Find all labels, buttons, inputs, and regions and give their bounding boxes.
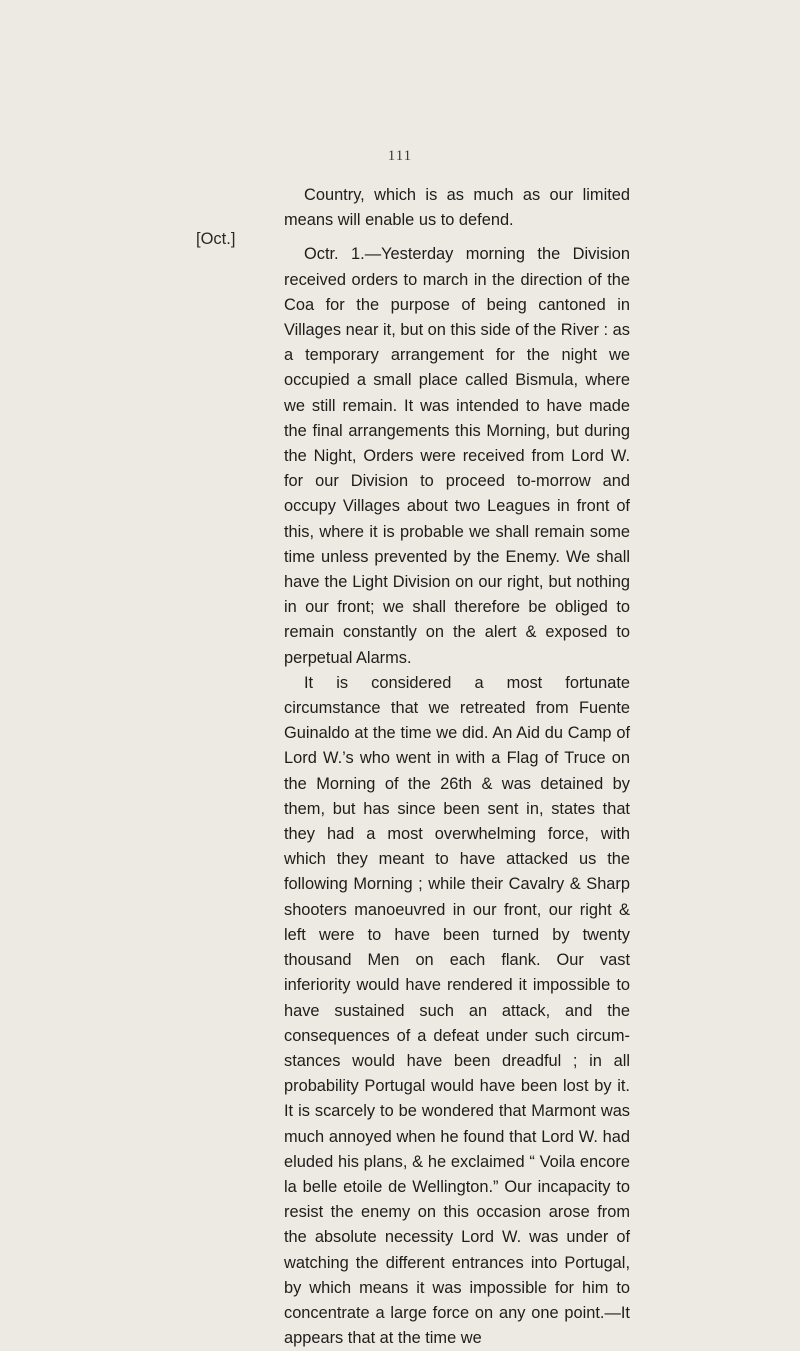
paragraph-3: It is considered a most fortunate circumstance that we retreated from Fuente Guinaldo at the time we did. An Aid du Camp of Lord W.’s who went in with a Flag of Truce on the Morning of the 26th & was detained by them, but has since been sent in, states that they had a most overwhelming force, with which they meant to have attacked us the following Morning ; while their Cavalry & Sharp shooters manoeuvred in our front, our right & left were to have been turned by twenty thousand Men on each flank. Our vast inferiority would have rendered it impossible to have sustained such an attack, and the consequences of a defeat under such circum- stances would have been dreadful ; in all probability Portugal would have been lost by it. It is scarcely to be wondered that Marmont was much annoyed when he found that Lord W. had eluded his plans, & he exclaimed “ Voila encore la belle etoile de Wellington.” Our incapacity to resist the enemy on this occasion arose from the absolute necessity Lord W. was under of watching the different entrances into Portugal, by which means it was impossible for him to concentrate a large force on any one point.—It appears that at the time we: [284, 673, 630, 1348]
paragraph-2: Octr. 1.—Yesterday morning the Division received orders to march in the direction of the Coa for the purpose of being cantoned in Villages near it, but on this side of the River : as a temporary arrangement for the night we occupied a small place called Bismula, where we still remain. It was intended to have made the final arrangements this Morning, but during the Night, Orders were received from Lord W. for our Division to proceed to-morrow and occupy Villages about two Leagues in front of this, where it is probable we shall remain some time unless prevented by the Enemy. We shall have the Light Division on our right, but nothing in our front; we shall therefore be obliged to remain constantly on the alert & exposed to perpetual Alarms.: [284, 245, 630, 667]
paragraph-1: Country, which is as much as our limited means will enable us to defend.: [284, 186, 630, 230]
margin-note-month: [Oct.]: [196, 230, 236, 248]
paragraph-spacer: [284, 233, 630, 242]
body-text: [284, 183, 630, 1351]
page-number: 111: [387, 148, 413, 164]
